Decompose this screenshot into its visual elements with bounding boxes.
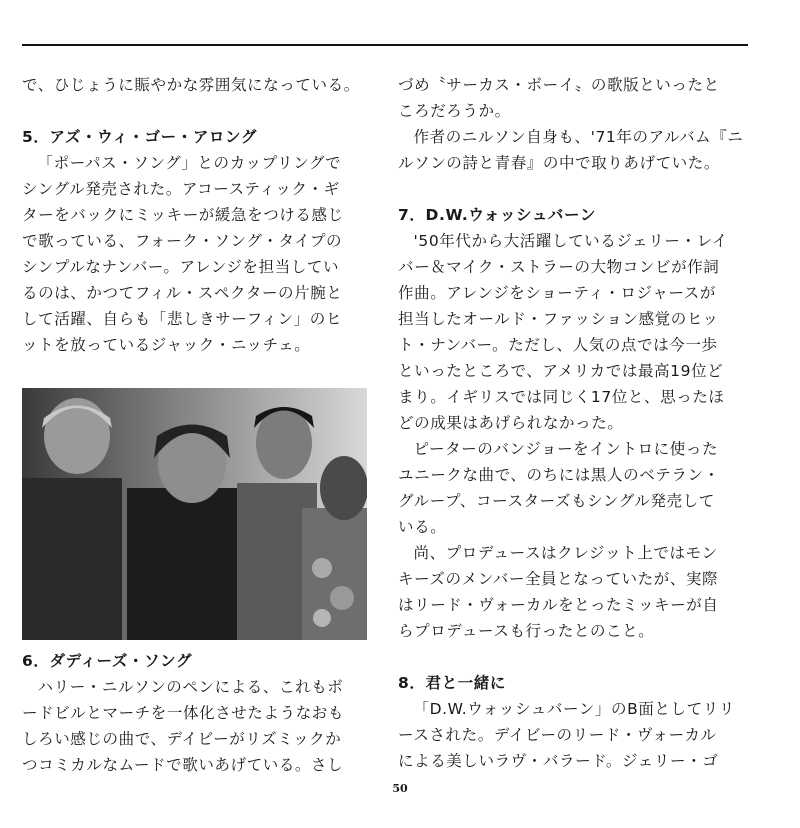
- section5-line: ターをバックにミッキーが緩急をつける感じ: [22, 206, 344, 224]
- section7-line: ピーターのバンジョーをイントロに使った: [413, 440, 719, 458]
- opening-line: で、ひじょうに賑やかな雰囲気になっている。: [22, 76, 360, 94]
- section5-line: シングル発売された。アコースティック・ギ: [22, 180, 340, 198]
- section6-line: しろい感じの曲で、デイビーがリズミックか: [22, 730, 342, 748]
- section7-line: まり。イギリスでは同じく17位と、思ったほ: [398, 388, 725, 406]
- section5-line: ットを放っているジャック・ニッチェ。: [22, 336, 311, 354]
- section6-line: つコミカルなムードで歌いあげている。さし: [22, 756, 344, 774]
- section7-heading: 7．D.W.ウォッシュバーン: [398, 206, 596, 224]
- section7-line: いる。: [398, 518, 447, 536]
- section8-line: 「D.W.ウォッシュバーン」のB面としてリリ: [413, 700, 735, 718]
- section6-line: ードビルとマーチを一体化させたようなおも: [22, 704, 345, 722]
- section8-line: ースされた。デイビーのリード・ヴォーカル: [398, 726, 717, 744]
- left-column-lower: [22, 648, 377, 778]
- section5-line: で歌っている、フォーク・ソング・タイプの: [22, 232, 343, 250]
- section5-line: して活躍、自らも「悲しきサーフィン」のヒ: [22, 310, 342, 328]
- section8-line: による美しいラヴ・バラード。ジェリー・ゴ: [398, 752, 719, 770]
- section5-heading: 5．アズ・ウィ・ゴー・アロング: [22, 128, 257, 146]
- intro-line: 作者のニルソン自身も、'71年のアルバム『ニ: [413, 128, 744, 146]
- section5-line: 「ポーパス・ソング」とのカップリングで: [37, 154, 342, 172]
- section7-line: 作曲。アレンジをショーティ・ロジャースが: [398, 284, 716, 302]
- section7-line: はリード・ヴォーカルをとったミッキーが自: [398, 596, 719, 614]
- section7-line: グループ、コースターズもシングル発売して: [398, 492, 715, 510]
- section8-heading: 8．君と一緒に: [398, 674, 506, 692]
- section7-line: ト・ナンバー。ただし、人気の点では今一歩: [398, 336, 718, 354]
- band-photo-illustration: [22, 388, 367, 640]
- intro-line: づめ〝サーカス・ボーイ〟の歌版といったと: [398, 76, 720, 94]
- section7-line: といったところで、アメリカでは最高19位ど: [398, 362, 724, 380]
- section7-line: らプロデュースも行ったとのこと。: [398, 622, 655, 640]
- section7-line: バー＆マイク・ストラーの大物コンビが作詞: [398, 258, 720, 276]
- section7-line: '50年代から大活躍しているジェリー・レイ: [413, 232, 729, 250]
- section6-line: ハリー・ニルソンのペンによる、これもボ: [37, 678, 344, 696]
- top-rule: [22, 44, 748, 46]
- section7-line: 尚、プロデュースはクレジット上ではモン: [413, 544, 718, 562]
- left-column: [22, 72, 377, 358]
- intro-line: ころだろうか。: [398, 102, 511, 120]
- section7-line: ユニークな曲で、のちには黒人のベテラン・: [398, 466, 720, 484]
- section6-heading: 6．ダディーズ・ソング: [22, 652, 193, 670]
- section5-line: るのは、かつてフィル・スペクターの片腕と: [22, 284, 343, 302]
- right-column: [398, 72, 753, 774]
- section7-line: どの成果はあげられなかった。: [398, 414, 624, 432]
- section7-line: 担当したオールド・ファッション感覚のヒッ: [398, 310, 719, 328]
- band-photo: [22, 388, 367, 640]
- section5-line: シンプルなナンバー。アレンジを担当してい: [22, 258, 340, 276]
- section7-line: キーズのメンバー全員となっていたが、実際: [398, 570, 719, 588]
- intro-line: ルソンの詩と青春』の中で取りあげていた。: [398, 154, 721, 172]
- page-number: 50: [392, 782, 408, 795]
